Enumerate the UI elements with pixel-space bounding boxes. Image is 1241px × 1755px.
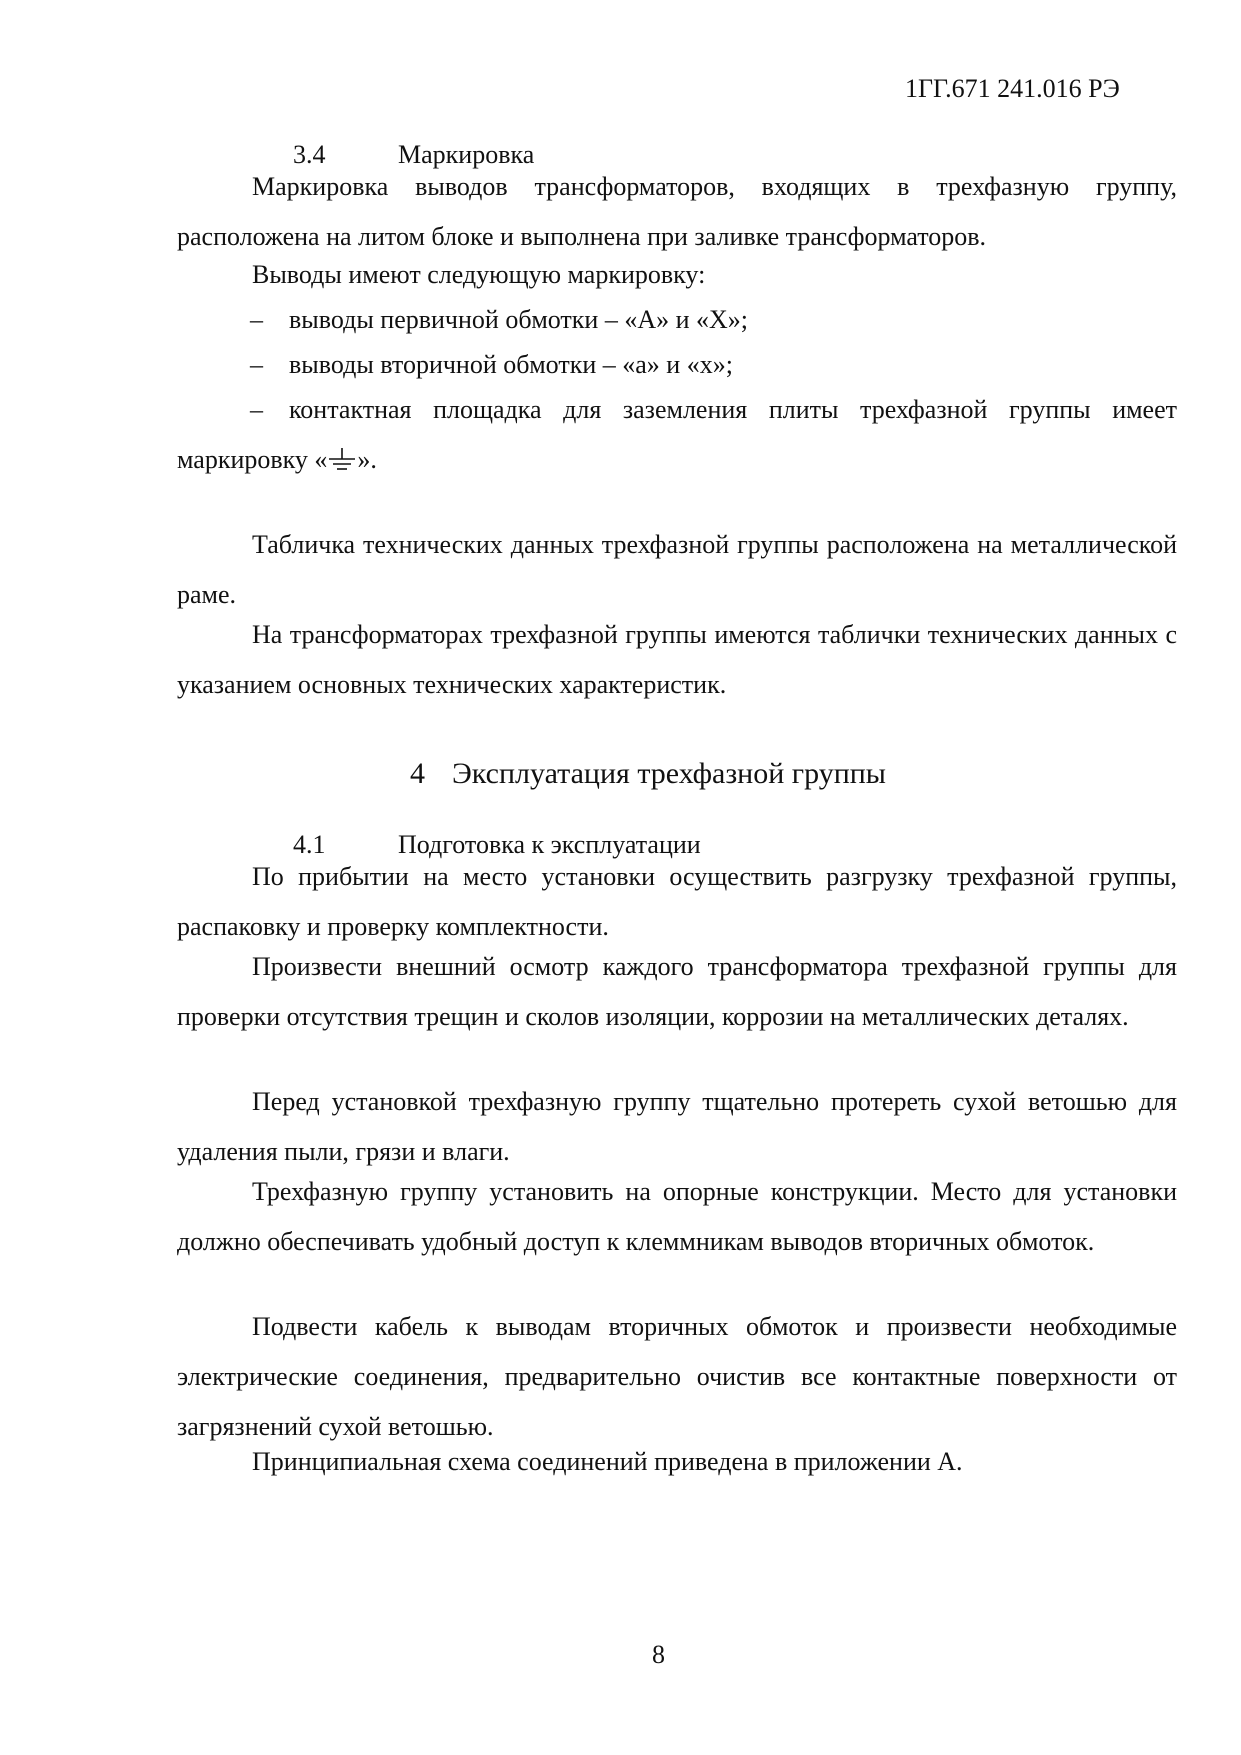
paragraph: Подвести кабель к выводам вторичных обмоток и произвести необходимые электрические соединения, предварительно очистив все контактные поверхности от загрязнений сухой ветошью. (177, 1312, 1177, 1441)
list-dash: – (250, 305, 263, 334)
section-title: Эксплуатация трехфазной группы (452, 757, 886, 790)
document-code: 1ГГ.671 241.016 РЭ (905, 74, 1120, 103)
list-item-text: выводы вторичной обмотки – «а» и «х»; (289, 350, 733, 379)
paragraph: По прибытии на место установки осуществить разгрузку трехфазной группы, распаковку и проверку комплектности. (177, 862, 1177, 941)
paragraph: Выводы имеют следующую маркировку: (252, 260, 706, 289)
page-number: 8 (652, 1640, 665, 1669)
paragraph: Табличка технических данных трехфазной группы расположена на металлической раме. (177, 530, 1177, 609)
list-item-text: выводы первичной обмотки – «А» и «Х»; (289, 305, 749, 334)
subsection-title: Подготовка к эксплуатации (398, 830, 701, 859)
subsection-number: 3.4 (293, 140, 326, 169)
subsection-number: 4.1 (293, 830, 326, 859)
paragraph: Произвести внешний осмотр каждого трансформатора трехфазной группы для проверки отсутствия трещин и сколов изоляции, коррозии на металлических деталях. (177, 952, 1177, 1031)
list-item-ground (177, 385, 1177, 485)
list-item-text-end: ». (357, 445, 377, 474)
ground-symbol-icon (327, 448, 357, 470)
list-item (250, 295, 1177, 345)
section-heading-4 (410, 757, 886, 791)
paragraph: Маркировка выводов трансформаторов, входящих в трехфазную группу, расположена на литом блоке и выполнена при заливке трансформаторов. (177, 172, 1177, 251)
list-item (250, 340, 1177, 390)
list-dash: – (250, 350, 263, 379)
paragraph: Трехфазную группу установить на опорные конструкции. Место для установки должно обеспечивать удобный доступ к клеммникам выводов вторичных обмоток. (177, 1177, 1177, 1256)
section-number: 4 (410, 757, 425, 790)
list-item-text-cont: маркировку « (177, 445, 328, 474)
list-item-text: контактная площадка для заземления плиты трехфазной группы имеет (289, 395, 1177, 424)
paragraph: Перед установкой трехфазную группу тщательно протереть сухой ветошью для удаления пыли, грязи и влаги. (177, 1087, 1177, 1166)
paragraph: Принципиальная схема соединений приведена в приложении А. (252, 1447, 963, 1476)
subsection-title: Маркировка (398, 140, 535, 169)
paragraph: На трансформаторах трехфазной группы имеются таблички технических данных с указанием основных технических характеристик. (177, 620, 1177, 699)
list-dash: – (250, 395, 263, 424)
